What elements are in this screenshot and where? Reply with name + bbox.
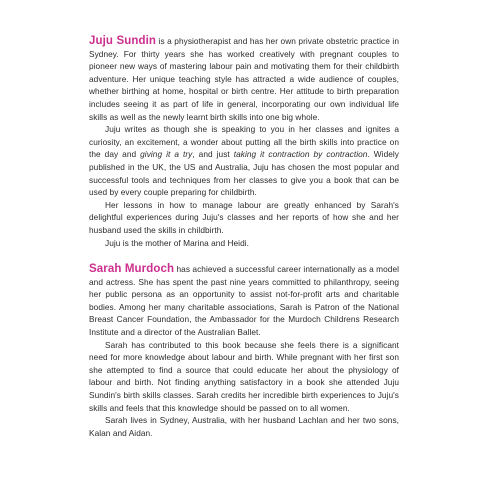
juju-sundin-name: Juju Sundin [89, 35, 157, 47]
juju-bio-text: Juju writes as though she is speaking to you in her classes and ignites a curiosity, an excitement, a wonder about putting all the birth skills into practice on the day and [89, 124, 399, 160]
juju-bio-paragraph-4: Juju is the mother of Marina and Heidi. [105, 237, 249, 248]
sarah-murdoch-bio [89, 263, 399, 439]
juju-sundin-bio [89, 35, 399, 249]
sarah-murdoch-name: Sarah Murdoch [89, 263, 175, 275]
juju-bio-intro-text: is a physiotherapist and has her own private obstetric practice in Sydney. For thirty years she has worked creatively with pregnant couples to pioneer new ways of mastering labour pain and motivating them for their childbirth adventure. Her unique teaching style has attracted a wide audience of couples, whether birthing at home, hospital or birth centre. Her attitude to birth preparation includes seeing it as part of life in general, incorporating our own individual life skills as well as the newly learnt birth skills into one big whole. [89, 36, 399, 122]
juju-bio-paragraph-2 [89, 123, 399, 199]
juju-bio-italic-phrase: taking it contraction by contraction [233, 149, 368, 160]
sarah-bio-paragraph-1 [89, 263, 399, 339]
juju-bio-paragraph-3: Her lessons in how to manage labour are greatly enhanced by Sarah's delightful experiences during Juju's classes and her reports of how she and her husband used the skills in childbirth. [89, 199, 399, 235]
juju-bio-text: , and just [192, 149, 234, 160]
juju-bio-paragraph-1 [89, 35, 399, 123]
juju-bio-italic-phrase: giving it a try [140, 149, 193, 160]
sarah-bio-intro-text: has achieved a successful career internationally as a model and actress. She has spent the past nine years committed to philanthropy, seeing her public persona as an opportunity to assist not-for-profit arts and charitable bodies. Among her many charitable associations, Sarah is Patron of the National Breast Cancer Foundation, the Ambassador for the Murdoch Childrens Research Institute and a director of the Australian Ballet. [89, 264, 399, 337]
juju-bio-text: . Widely published in the UK, the US and Australia, Juju has chosen the most popular and successful tools and techniques from her classes to give you a book that can be used by every couple preparing for childbirth. [89, 149, 399, 198]
sarah-bio-paragraph-3: Sarah lives in Sydney, Australia, with her husband Lachlan and her two sons, Kalan and Aidan. [89, 415, 399, 438]
sarah-bio-paragraph-2: Sarah has contributed to this book because she feels there is a significant need for more knowledge about labour and birth. While pregnant with her first son she attempted to find a source that could educate her about the physiology of labour and birth. Not finding anything satisfactory in a book she attended Juju Sundin's birth skills classes. Sarah credits her incredible birth experiences to Juju's skills and feels that this knowledge should be passed on to all women. [89, 339, 399, 413]
